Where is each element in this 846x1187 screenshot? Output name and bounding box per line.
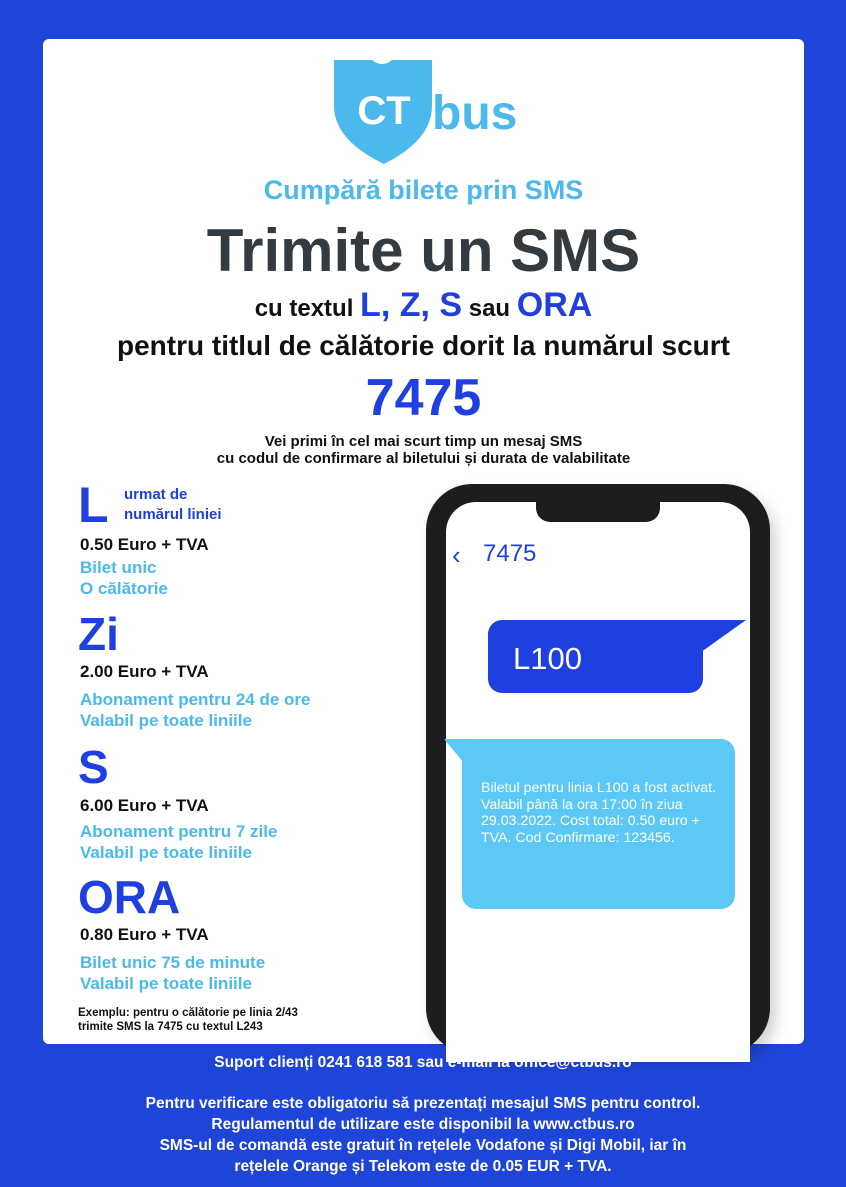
ticket-code-l: L xyxy=(78,477,109,533)
ticket-price-l: 0.50 Euro + TVA xyxy=(80,535,209,554)
instruction-prefix: cu textul xyxy=(254,295,354,322)
received-message-text: Biletul pentru linia L100 a fost activat. Valabil până la ora 17:00 în ziua 29.03.2022. Cost total: 0.50 euro + TVA. Cod Confirmare: 123456. xyxy=(481,780,717,846)
logo-bus-text: bus xyxy=(432,87,518,140)
info-text xyxy=(43,433,804,467)
ticket-desc-l xyxy=(80,557,168,599)
ticket-desc-zi-1: Abonament pentru 24 de ore xyxy=(80,690,311,709)
footer-note-2: Regulamentul de utilizare este disponibil la www.ctbus.ro xyxy=(211,1116,635,1133)
example-line-1: Exemplu: pentru o călătorie pe linia 2/43 xyxy=(78,1007,298,1019)
ticket-desc-l-2: O călătorie xyxy=(80,579,168,598)
instruction-line-1 xyxy=(43,286,804,325)
ticket-desc-ora xyxy=(80,952,265,994)
info-line-2: cu codul de confirmare al biletului și durata de valabilitate xyxy=(216,450,631,467)
subtitle: Cumpără bilete prin SMS xyxy=(263,175,584,205)
phone-notch xyxy=(536,498,660,522)
example-text xyxy=(78,1006,298,1034)
ticket-code-l-note xyxy=(124,485,222,525)
ticket-code-ora: ORA xyxy=(78,871,181,923)
footer-note-1: Pentru verificare este obligatoriu să prezentați mesajul SMS pentru control. xyxy=(145,1095,701,1112)
ticket-desc-l-1: Bilet unic xyxy=(80,558,157,577)
ticket-code-l-note-1: urmat de xyxy=(124,486,188,503)
ticket-desc-s xyxy=(80,821,277,863)
page-title: Trimite un SMS xyxy=(206,217,641,284)
ticket-desc-ora-1: Bilet unic 75 de minute xyxy=(80,953,266,972)
footer-notes xyxy=(0,1093,846,1177)
ticket-desc-zi-2: Valabil pe toate liniile xyxy=(80,711,252,730)
ticket-desc-ora-2: Valabil pe toate liniile xyxy=(80,974,252,993)
ticket-desc-s-1: Abonament pentru 7 zile xyxy=(80,822,278,841)
footer-note-4: rețelele Orange și Telekom este de 0.05 EUR + TVA. xyxy=(234,1158,612,1175)
ticket-price-zi: 2.00 Euro + TVA xyxy=(80,662,209,681)
ticket-code-s: S xyxy=(78,741,109,793)
instruction-codes: L, Z, S xyxy=(360,286,463,324)
support-line: Suport clienți 0241 618 581 sau e-mail la office@ctbus.ro xyxy=(214,1054,632,1071)
footer-note-3: SMS-ul de comandă este gratuit în rețelele Vodafone și Digi Mobil, iar în xyxy=(159,1137,687,1154)
info-line-1: Vei primi în cel mai scurt timp un mesaj SMS xyxy=(264,433,583,450)
chevron-left-icon[interactable]: ‹ xyxy=(452,540,461,570)
sms-contact-number: 7475 xyxy=(483,540,537,567)
ticket-desc-zi xyxy=(80,689,310,731)
ticket-price-s: 6.00 Euro + TVA xyxy=(80,796,209,815)
ticket-price-ora: 0.80 Euro + TVA xyxy=(80,925,209,944)
instruction-ora: ORA xyxy=(516,286,593,324)
ticket-desc-s-2: Valabil pe toate liniile xyxy=(80,843,252,862)
logo-ct-text: CT xyxy=(357,89,411,133)
short-number: 7475 xyxy=(365,369,482,427)
ticket-code-l-note-2: numărul liniei xyxy=(124,506,222,523)
example-line-2: trimite SMS la 7475 cu textul L243 xyxy=(78,1021,263,1033)
instruction-line-2: pentru titlul de călătorie dorit la numărul scurt xyxy=(117,330,730,361)
sent-message-text: L100 xyxy=(513,641,582,676)
instruction-mid: sau xyxy=(468,295,511,322)
ticket-code-zi: Zi xyxy=(78,608,119,660)
